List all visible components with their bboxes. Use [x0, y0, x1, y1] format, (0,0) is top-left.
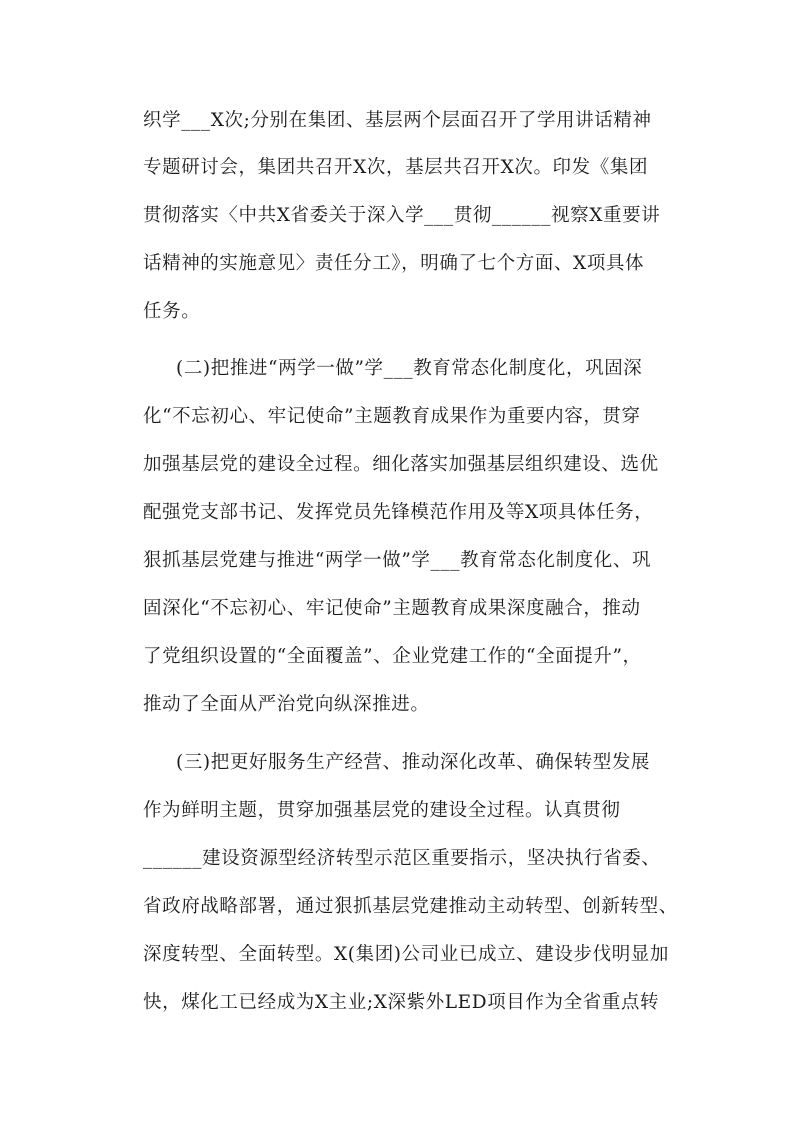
text-line: (三)把更好服务生产经营、推动深化改革、确保转型发展 [176, 752, 651, 773]
text-line: 快，煤化工已经成为X主业;X深紫外LED项目作为全省重点转 [143, 992, 660, 1013]
text-line: 话精神的实施意见〉责任分工》，明确了七个方面、X项具体 [143, 253, 645, 274]
text-line: ______建设资源型经济转型示范区重要指示，坚决执行省委、 [143, 848, 661, 869]
text-line: 专题研讨会，集团共召开X次，基层共召开X次。印发《集团 [143, 157, 649, 178]
text-line: 化“不忘初心、牢记使命”主题教育成果作为重要内容，贯穿 [143, 406, 641, 427]
text-line: 深度转型、全面转型。X(集团)公司业已成立、建设步伐明显加 [143, 944, 670, 965]
text-line: 了党组织设置的“全面覆盖”、企业党建工作的“全面提升”， [143, 646, 642, 667]
text-line: 配强党支部书记、发挥党员先锋模范作用及等X项具体任务， [143, 502, 654, 523]
text-line: 织学___X次;分别在集团、基层两个层面召开了学用讲话精神 [143, 110, 652, 131]
text-line: 狠抓基层党建与推进“两学一做”学___教育常态化制度化、巩 [143, 550, 652, 571]
text-line: 贯彻落实〈中共X省委关于深入学___贯彻______视察X重要讲 [143, 205, 661, 226]
text-line: 固深化“不忘初心、牢记使命”主题教育成果深度融合，推动 [143, 598, 641, 619]
text-line: (二)把推进“两学一做”学___教育常态化制度化，巩固深 [176, 358, 643, 379]
text-line: 推动了全面从严治党向纵深推进。 [143, 694, 430, 715]
text-line: 省政府战略部署，通过狠抓基层党建推动主动转型、创新转型、 [143, 896, 678, 917]
text-line: 作为鲜明主题，贯穿加强基层党的建设全过程。认真贯彻 [143, 800, 621, 821]
text-line: 加强基层党的建设全过程。细化落实加强基层组织建设、选优 [143, 454, 659, 475]
text-line: 任务。 [143, 301, 201, 322]
